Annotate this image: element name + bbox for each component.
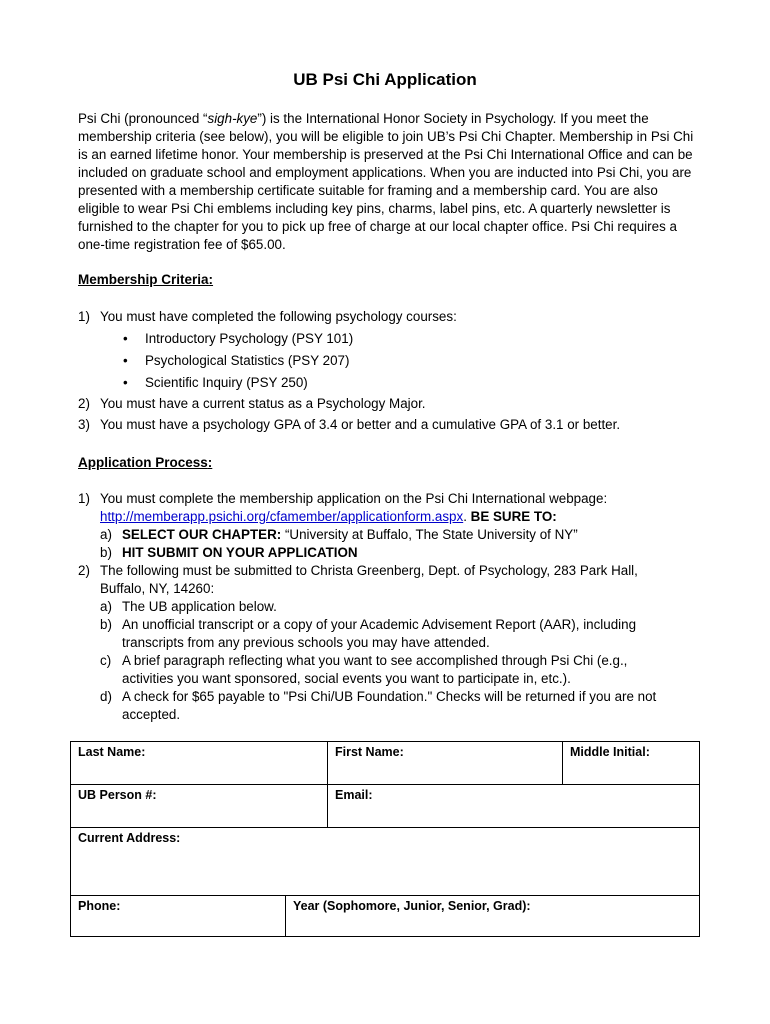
- select-chapter-instruction: SELECT OUR CHAPTER:: [122, 527, 282, 542]
- first-name-label: First Name:: [335, 745, 404, 759]
- current-address-label: Current Address:: [78, 831, 181, 845]
- year-label: Year (Sophomore, Junior, Senior, Grad):: [293, 899, 531, 913]
- course-item: Psychological Statistics (PSY 207): [145, 353, 350, 368]
- criteria-item-2: You must have a current status as a Psychology Major.: [100, 396, 426, 411]
- application-process-heading: [78, 455, 212, 470]
- submission-a-label: a): [100, 599, 112, 614]
- submission-d-line-2: accepted.: [122, 707, 181, 722]
- period: .: [463, 509, 467, 524]
- criteria-item-3: You must have a psychology GPA of 3.4 or better and a cumulative GPA of 3.1 or better.: [100, 417, 621, 432]
- pronunciation: sigh-kye: [207, 111, 258, 126]
- submission-d-label: d): [100, 689, 112, 704]
- be-sure-to: BE SURE TO:: [470, 509, 557, 524]
- submission-a-line: The UB application below.: [122, 599, 277, 614]
- process-item-1: You must complete the membership application on the Psi Chi International webpage:: [100, 491, 608, 506]
- process-item-2-number: 2): [78, 563, 90, 578]
- criteria-item-1: You must have completed the following psychology courses:: [100, 309, 457, 324]
- submission-b-line-1: An unofficial transcript or a copy of your Academic Advisement Report (AAR), including: [122, 617, 637, 632]
- intro-text-part2: ”) is the International Honor Society in Psychology. If you meet the membership criteria (see below), you will be eligible to join UB’s Psi Chi Chapter. Membership in Psi Chi is an earned lifetime honor. Your membership is preserved at the Psi Chi International Office and can be included on graduate school and employment applications. When you are inducted into Psi Chi, you are presented with a membership certificate suitable for framing and a membership card. You are also eligible to wear Psi Chi emblems including key pins, charms, label pins, etc. A quarterly newsletter is furnished to the chapter for you to pick up free of charge at our local chapter office. Psi Chi requires a one-time registration fee of $65.00.: [78, 111, 694, 252]
- bullet-icon: •: [123, 375, 128, 390]
- phone-label: Phone:: [78, 899, 121, 913]
- ub-person-number-field[interactable]: [71, 785, 327, 827]
- phone-field[interactable]: [71, 896, 285, 936]
- last-name-label: Last Name:: [78, 745, 146, 759]
- middle-initial-label: Middle Initial:: [570, 745, 650, 759]
- application-form-link[interactable]: http://memberapp.psichi.org/cfamember/applicationform.aspx: [100, 509, 464, 524]
- middle-initial-field[interactable]: [563, 742, 699, 784]
- submission-b-label: b): [100, 617, 112, 632]
- sub-b-label: b): [100, 545, 112, 560]
- membership-criteria-heading-text: Membership Criteria: [78, 272, 209, 287]
- criteria-item-1-number: 1): [78, 309, 90, 324]
- process-item-1-number: 1): [78, 491, 90, 506]
- chapter-name: “University at Buffalo, The State University of NY”: [284, 527, 578, 542]
- heading-colon: :: [208, 272, 214, 287]
- sub-a-label: a): [100, 527, 112, 542]
- application-process-heading-text: Application Process: [78, 455, 208, 470]
- last-name-field[interactable]: [71, 742, 327, 784]
- intro-paragraph: [78, 110, 698, 254]
- select-chapter-line: [122, 526, 578, 544]
- process-item-1-link-line: [100, 508, 557, 526]
- submission-c-label: c): [100, 653, 112, 668]
- submission-c-line-2: activities you want sponsored, social events you want to participate in, etc.).: [122, 671, 571, 686]
- email-label: Email:: [335, 788, 373, 802]
- process-item-2-line-1: The following must be submitted to Christa Greenberg, Dept. of Psychology, 283 Park Hall,: [100, 563, 638, 578]
- email-field[interactable]: [328, 785, 699, 827]
- application-form-table: [70, 741, 700, 937]
- process-item-2-line-2: Buffalo, NY, 14260:: [100, 581, 215, 596]
- hit-submit-instruction: HIT SUBMIT ON YOUR APPLICATION: [122, 545, 358, 560]
- submission-c-line-1: A brief paragraph reflecting what you want to see accomplished through Psi Chi (e.g.,: [122, 653, 628, 668]
- course-item: Introductory Psychology (PSY 101): [145, 331, 354, 346]
- criteria-item-3-number: 3): [78, 417, 90, 432]
- criteria-item-2-number: 2): [78, 396, 90, 411]
- intro-text-part1: Psi Chi (pronounced “: [78, 111, 208, 126]
- submission-d-line-1: A check for $65 payable to "Psi Chi/UB Foundation." Checks will be returned if you are not: [122, 689, 657, 704]
- heading-colon: :: [207, 455, 213, 470]
- submission-b-line-2: transcripts from any previous schools you may have attended.: [122, 635, 490, 650]
- year-field[interactable]: [286, 896, 699, 936]
- membership-criteria-heading: [78, 272, 213, 287]
- ub-person-number-label: UB Person #:: [78, 788, 157, 802]
- current-address-field[interactable]: [71, 828, 699, 895]
- bullet-icon: •: [123, 353, 128, 368]
- bullet-icon: •: [123, 331, 128, 346]
- first-name-field[interactable]: [328, 742, 562, 784]
- page-title: UB Psi Chi Application: [293, 70, 477, 89]
- course-item: Scientific Inquiry (PSY 250): [145, 375, 308, 390]
